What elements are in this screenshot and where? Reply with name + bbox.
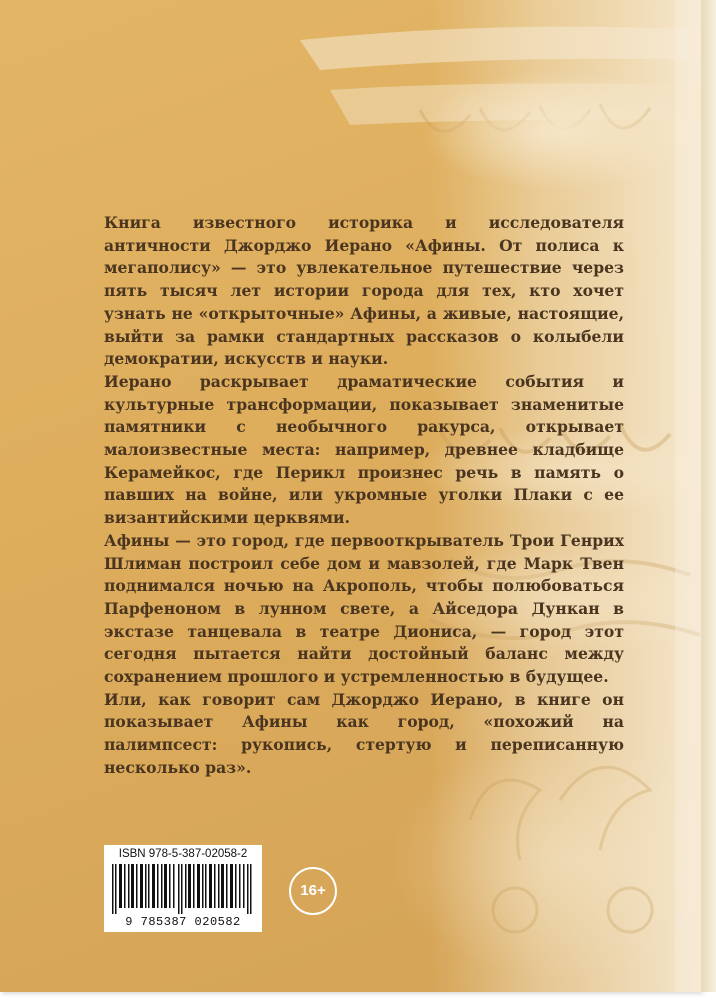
- paragraph-4: Или, как говорит сам Джорджо Иерано, в книге он показывает Афины как город, «похожий на палимпсест: рукопись, стертую и переписанную несколько раз».: [104, 689, 624, 777]
- isbn-label: ISBN 978-5-387-02058-2: [118, 848, 248, 860]
- paragraph-3: Афины — это город, где первооткрыватель Трои Генрих Шлиман построил себе дом и мавзолей, где Марк Твен поднимался ночью на Акрополь, чтобы полюбоваться Парфеноном в лунном свете, а Айседора Дункан в экстазе танцевала в театре Диониса, — город этот сегодня пытается найти достойный баланс между сохранением прошлого и устремленностью в будущее.: [104, 530, 624, 687]
- age-rating-badge: 16+: [289, 867, 337, 915]
- isbn-block: [104, 845, 262, 932]
- annotation-text: [104, 212, 624, 780]
- barcode-digits: 9 785387 020582: [125, 915, 241, 929]
- barcode-icon: [110, 864, 256, 914]
- paragraph-1: Книга известного историка и исследователя античности Джорджо Иерано «Афины. От полиса к мегаполису» — это увлекательное путешествие через пять тысяч лет истории города для тех, кто хочет узнать не «открыточные» Афины, а живые, настоящие, выйти за рамки стандартных рассказов о колыбели демократии, искусств и науки.: [104, 213, 624, 369]
- page-edge: [701, 0, 716, 992]
- paragraph-2: Иерано раскрывает драматические события и культурные трансформации, показывает знаменитые памятники с необычного ракурса, открывает малоизвестные места: например, древнее кладбище Керамейкос, где Перикл произнес речь в память о павших на войне, или укромные уголки Плаки с ее византийскими церквями.: [104, 371, 624, 528]
